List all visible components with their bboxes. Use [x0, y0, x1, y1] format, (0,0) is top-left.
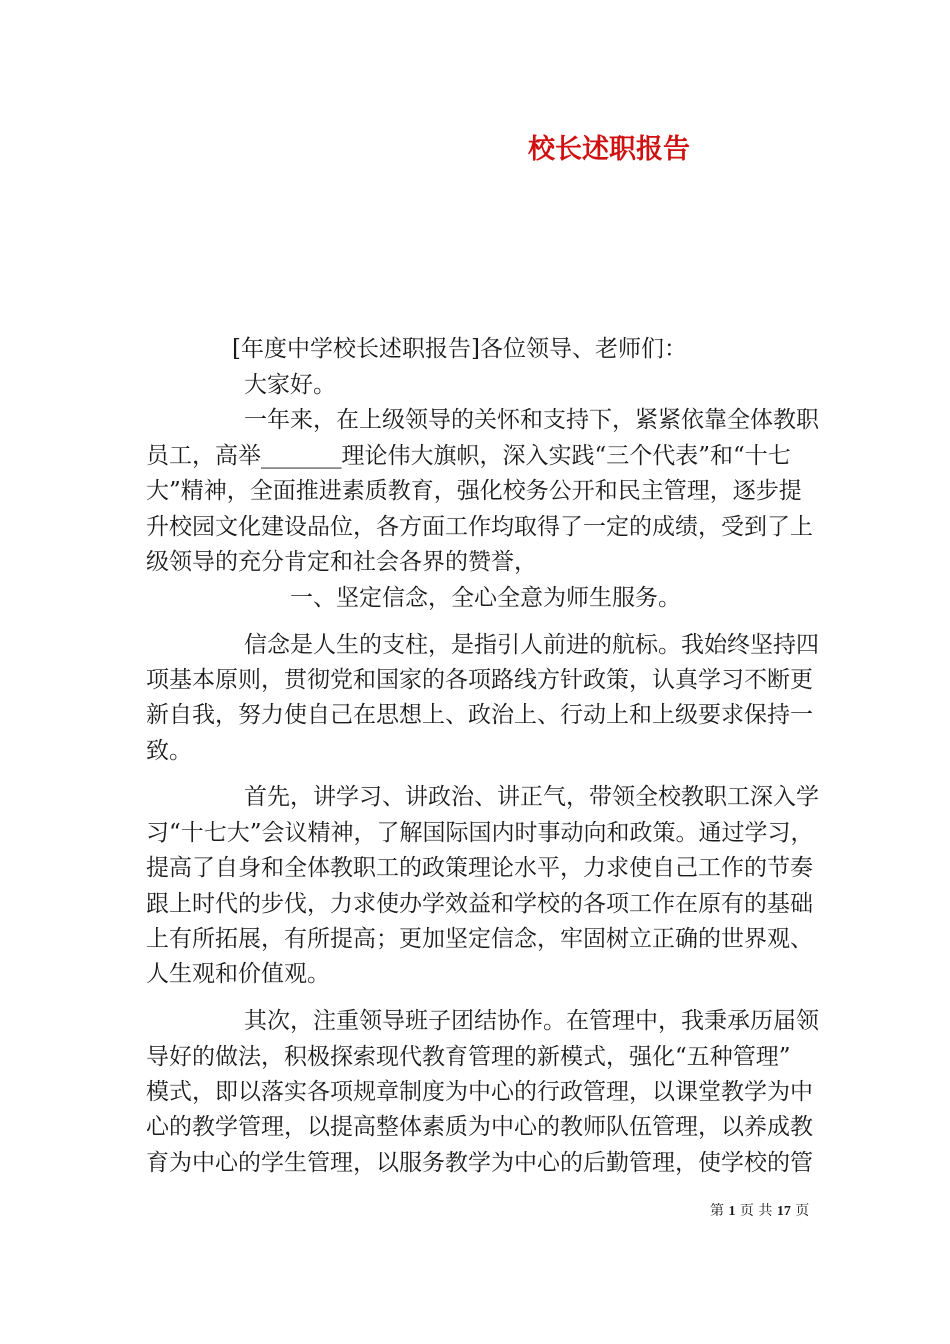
text-line: 提高了自身和全体教职工的政策理论水平，力求使自己工作的节奏 — [146, 855, 813, 881]
text-line: 习“十七大”会议精神，了解国际国内时事动向和政策。通过学习， — [146, 820, 814, 846]
section-heading: 一、坚定信念，全心全意为师生服务。 — [290, 585, 681, 611]
text-line: [年度中学校长述职报告]各位领导、老师们： — [232, 336, 687, 362]
text-line: 大”精神，全面推进素质教育，强化校务公开和民主管理，逐步提 — [146, 478, 802, 504]
text-line: 一年来，在上级领导的关怀和支持下，紧紧依靠全体教职 — [244, 407, 819, 433]
footer-middle: 页 共 — [739, 1203, 773, 1219]
text-line: 首先，讲学习、讲政治、讲正气，带领全校教职工深入学 — [244, 784, 819, 810]
total-page-count: 17 — [776, 1204, 791, 1219]
text-line: 跟上时代的步伐，力求使办学效益和学校的各项工作在原有的基础 — [146, 891, 813, 917]
text-line: 信念是人生的支柱，是指引人前进的航标。我始终坚持四 — [244, 632, 819, 658]
text-line: 级领导的充分肯定和社会各界的赞誉， — [146, 549, 537, 575]
text-line: 人生观和价值观。 — [146, 961, 330, 987]
text-line: 导好的做法，积极探索现代教育管理的新模式，强化“五种管理” — [146, 1044, 791, 1070]
text-line: 模式，即以落实各项规章制度为中心的行政管理，以课堂教学为中 — [146, 1079, 813, 1105]
text-line: 项基本原则，贯彻党和国家的各项路线方针政策，认真学习不断更 — [146, 667, 813, 693]
footer-suffix: 页 — [795, 1203, 810, 1219]
text-line: 其次，注重领导班子团结协作。在管理中，我秉承历届领 — [244, 1008, 819, 1034]
page-footer — [710, 1201, 809, 1222]
text-line: 升校园文化建设品位，各方面工作均取得了一定的成绩，受到了上 — [146, 514, 813, 540]
text-line: 员工，高举_______理论伟大旗帜，深入实践“三个代表”和“十七 — [146, 443, 791, 469]
footer-prefix: 第 — [710, 1203, 724, 1219]
text-line: 新自我，努力使自己在思想上、政治上、行动上和上级要求保持一 — [146, 702, 813, 728]
current-page-number: 1 — [728, 1204, 736, 1219]
text-line: 致。 — [146, 738, 192, 764]
text-line: 大家好。 — [244, 372, 336, 398]
text-line: 上有所拓展，有所提高；更加坚定信念，牢固树立正确的世界观、 — [146, 926, 813, 952]
text-line: 育为中心的学生管理，以服务教学为中心的后勤管理，使学校的管 — [146, 1150, 813, 1176]
document-title: 校长述职报告 — [528, 134, 690, 165]
text-line: 心的教学管理，以提高整体素质为中心的教师队伍管理，以养成教 — [146, 1114, 813, 1140]
